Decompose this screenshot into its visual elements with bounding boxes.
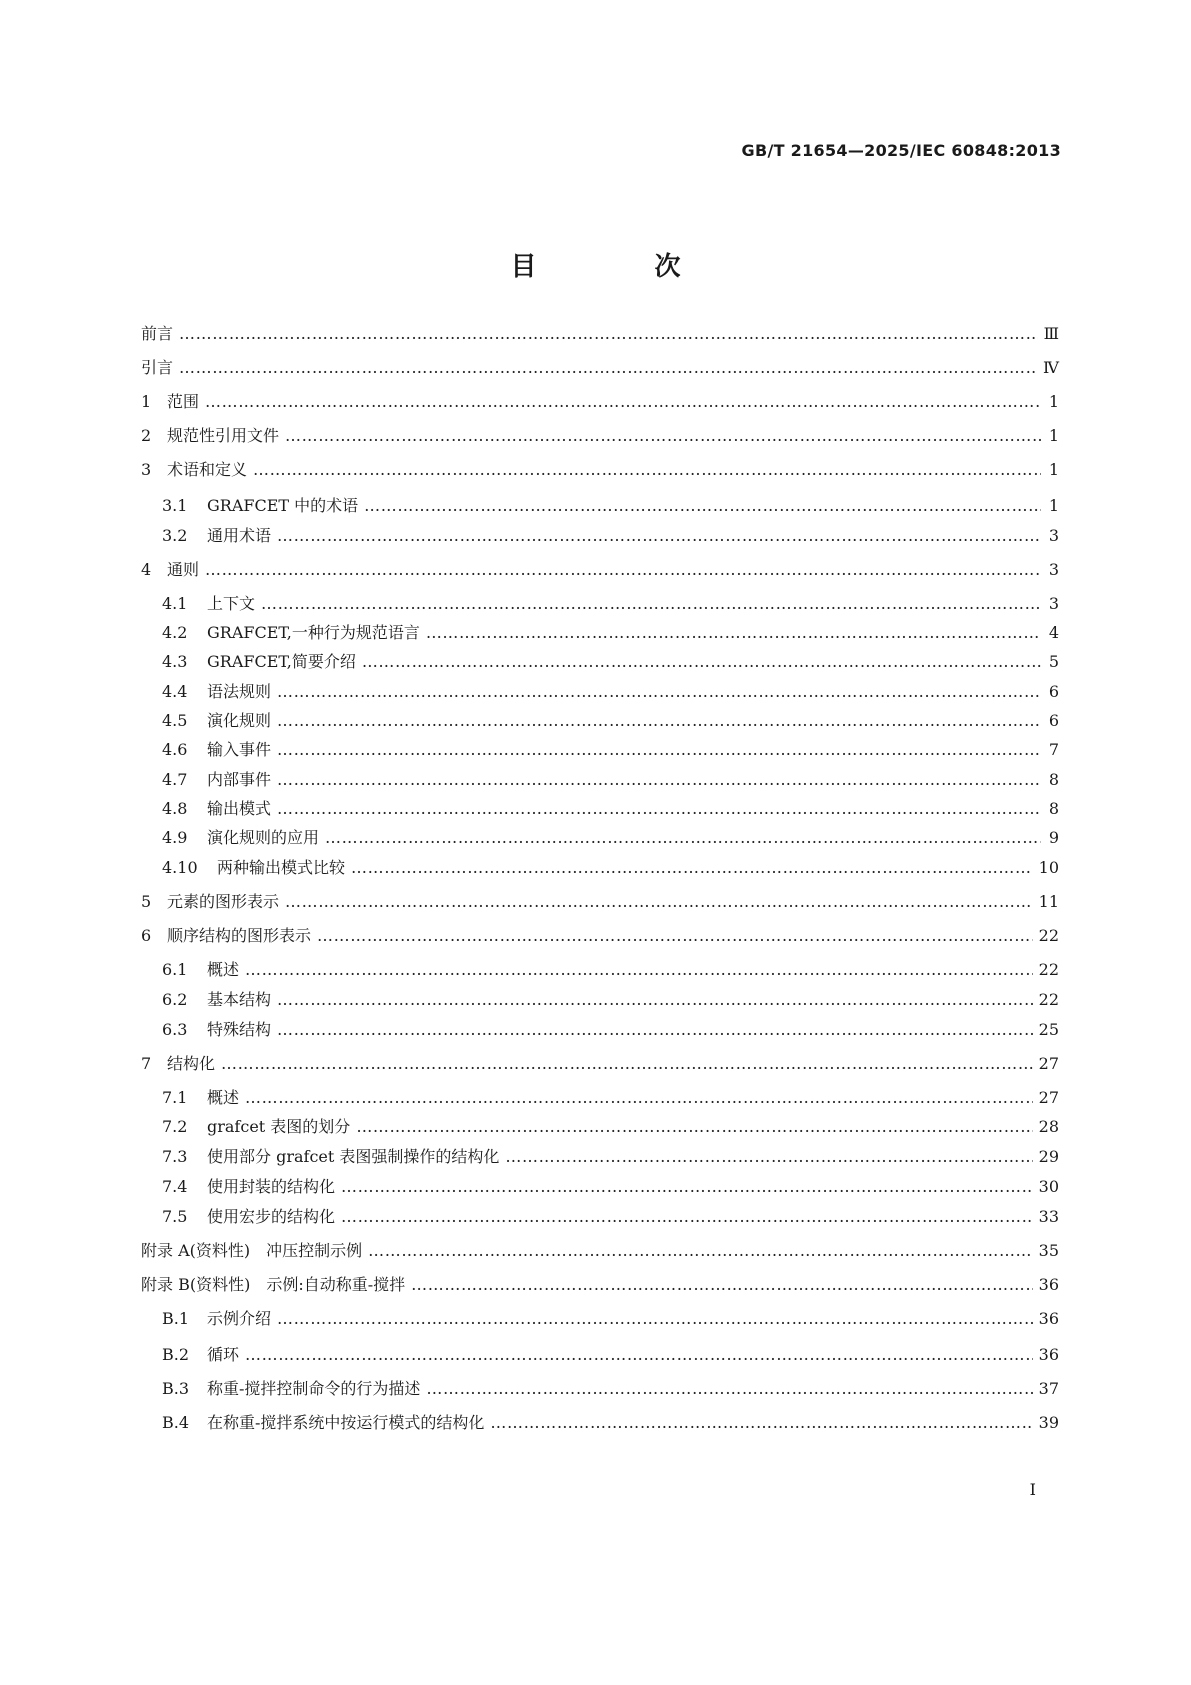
toc-leader-dots [364, 494, 1041, 518]
toc-entry[interactable] [0, 1273, 1191, 1297]
toc-entry-number: 4.3 [162, 652, 188, 671]
toc-entry-number: 7.3 [162, 1147, 188, 1166]
toc-entry-page: 1 [1048, 392, 1059, 411]
toc-entry-number: 4.8 [162, 799, 188, 818]
toc-entry[interactable] [0, 797, 1191, 821]
toc-entry[interactable] [0, 768, 1191, 792]
toc-entry-label: 使用封装的结构化 [207, 1177, 336, 1196]
toc-entry[interactable] [0, 1115, 1191, 1139]
toc-entry-number: 4.10 [162, 858, 198, 877]
toc-entry-number: 4.1 [162, 594, 188, 613]
toc-leader-dots [261, 592, 1041, 616]
toc-leader-dots [351, 856, 1033, 880]
toc-entry[interactable] [0, 1052, 1191, 1076]
toc-entry-page: 30 [1038, 1177, 1059, 1196]
toc-entry-label: 两种输出模式比较 [217, 858, 346, 877]
toc-entry[interactable] [0, 458, 1191, 482]
toc-entry-label: 输出模式 [207, 799, 272, 818]
toc-entry-label: 使用宏步的结构化 [207, 1207, 336, 1226]
toc-leader-dots [426, 621, 1041, 645]
toc-entry[interactable] [0, 738, 1191, 762]
toc-entry-page: 36 [1038, 1275, 1059, 1294]
toc-entry-label: 演化规则 [207, 711, 272, 730]
toc-entry-page: 11 [1038, 892, 1059, 911]
toc-entry-page: 29 [1038, 1147, 1059, 1166]
toc-entry-page: 35 [1038, 1241, 1059, 1260]
toc-entry-label: 范围 [167, 392, 200, 411]
toc-entry-label: 通用术语 [207, 526, 272, 545]
toc-leader-dots [245, 958, 1033, 982]
toc-leader-dots [277, 988, 1033, 1012]
toc-entry-page: 3 [1048, 526, 1059, 545]
toc-entry[interactable] [0, 1377, 1191, 1401]
toc-leader-dots [277, 797, 1041, 821]
toc-entry-number: 6.1 [162, 960, 188, 979]
toc-entry-label: 概述 [207, 960, 240, 979]
toc-entry[interactable] [0, 856, 1191, 880]
toc-entry-number: 7.2 [162, 1117, 188, 1136]
toc-entry-number: 4.6 [162, 740, 188, 759]
toc-entry[interactable] [0, 1307, 1191, 1331]
page-title: 目 次 [510, 252, 727, 282]
standard-code: GB/T 21654—2025/IEC 60848:2013 [741, 141, 1061, 160]
toc-entry-number: 2 [141, 426, 152, 445]
toc-leader-dots [426, 1377, 1032, 1401]
toc-entry-number: 7.4 [162, 1177, 188, 1196]
toc-entry-label: GRAFCET,简要介绍 [207, 652, 356, 671]
toc-entry-label: GRAFCET 中的术语 [207, 496, 359, 515]
toc-entry-number: B.2 [162, 1345, 190, 1364]
toc-entry-label: grafcet 表图的划分 [207, 1117, 351, 1136]
toc-leader-dots [505, 1145, 1032, 1169]
toc-entry[interactable] [0, 356, 1191, 380]
toc-entry[interactable] [0, 1343, 1191, 1367]
toc-entry-label: 元素的图形表示 [167, 892, 280, 911]
toc-entry[interactable] [0, 1411, 1191, 1435]
toc-entry-label: 循环 [207, 1345, 240, 1364]
toc-leader-dots [411, 1273, 1033, 1297]
toc-entry-number: 4.4 [162, 682, 188, 701]
toc-entry[interactable] [0, 1086, 1191, 1110]
toc-leader-dots [325, 826, 1041, 850]
toc-entry-page: 7 [1048, 740, 1059, 759]
toc-leader-dots [221, 1052, 1033, 1076]
toc-entry-number: 6 [141, 926, 152, 945]
toc-leader-dots [356, 1115, 1032, 1139]
toc-entry-page: 33 [1038, 1207, 1059, 1226]
toc-entry[interactable] [0, 988, 1191, 1012]
toc-entry[interactable] [0, 826, 1191, 850]
toc-entry[interactable] [0, 1145, 1191, 1169]
toc-entry[interactable] [0, 322, 1191, 346]
toc-entry-page: 22 [1038, 926, 1059, 945]
toc-entry[interactable] [0, 424, 1191, 448]
toc-entry-page: 3 [1048, 560, 1059, 579]
toc-entry-label: 上下文 [207, 594, 256, 613]
toc-entry-page: 6 [1048, 711, 1059, 730]
toc-leader-dots [277, 1307, 1033, 1331]
toc-entry[interactable] [0, 621, 1191, 645]
toc-entry[interactable] [0, 592, 1191, 616]
toc-entry-page: 22 [1038, 960, 1059, 979]
toc-leader-dots [245, 1343, 1033, 1367]
toc-entry-number: 3 [141, 460, 152, 479]
toc-entry-page: 3 [1048, 594, 1059, 613]
toc-leader-dots [253, 458, 1041, 482]
toc-entry-label: 附录 A(资料性) 冲压控制示例 [141, 1241, 363, 1260]
toc-leader-dots [179, 322, 1038, 346]
toc-leader-dots [285, 890, 1033, 914]
toc-entry-page: 36 [1038, 1345, 1059, 1364]
toc-entry-label: 输入事件 [207, 740, 272, 759]
toc-entry-number: 4.9 [162, 828, 188, 847]
toc-entry-number: B.3 [162, 1379, 190, 1398]
toc-entry-page: 27 [1038, 1088, 1059, 1107]
toc-entry-page: 37 [1038, 1379, 1059, 1398]
toc-entry-number: 7 [141, 1054, 152, 1073]
toc-leader-dots [277, 738, 1041, 762]
toc-entry-label: 特殊结构 [207, 1020, 272, 1039]
toc-entry-label: 概述 [207, 1088, 240, 1107]
toc-entry-page: 39 [1038, 1413, 1059, 1432]
toc-entry-label: 引言 [141, 358, 174, 377]
toc-entry-page: 8 [1048, 799, 1059, 818]
toc-entry-number: 7.5 [162, 1207, 188, 1226]
toc-entry[interactable] [0, 558, 1191, 582]
toc-entry-number: 5 [141, 892, 152, 911]
toc-entry-label: 前言 [141, 324, 174, 343]
toc-entry-number: 4.7 [162, 770, 188, 789]
toc-entry[interactable] [0, 890, 1191, 914]
toc-entry-label: 附录 B(资料性) 示例:自动称重-搅拌 [141, 1275, 406, 1294]
toc-entry-label: 内部事件 [207, 770, 272, 789]
toc-entry-page: 9 [1048, 828, 1059, 847]
toc-entry[interactable] [0, 1205, 1191, 1229]
toc-entry-label: 称重-搅拌控制命令的行为描述 [207, 1379, 421, 1398]
toc-leader-dots [277, 709, 1041, 733]
toc-leader-dots [362, 650, 1041, 674]
toc-entry-number: 4.2 [162, 623, 188, 642]
toc-entry[interactable] [0, 1175, 1191, 1199]
toc-entry-label: 结构化 [167, 1054, 216, 1073]
toc-entry-page: 22 [1038, 990, 1059, 1009]
toc-leader-dots [277, 1018, 1033, 1042]
toc-entry-page: 1 [1048, 496, 1059, 515]
toc-leader-dots [341, 1175, 1033, 1199]
page-number: I [1029, 1480, 1036, 1499]
toc-leader-dots [277, 768, 1041, 792]
toc-entry-number: B.4 [162, 1413, 190, 1432]
toc-entry-page: 36 [1038, 1309, 1059, 1328]
toc-entry-number: 4.5 [162, 711, 188, 730]
toc-entry-label: 术语和定义 [167, 460, 248, 479]
toc-leader-dots [490, 1411, 1032, 1435]
toc-entry-page: 10 [1038, 858, 1059, 877]
toc-entry-page: 28 [1038, 1117, 1059, 1136]
toc-entry-number: 3.1 [162, 496, 188, 515]
toc-entry-label: 在称重-搅拌系统中按运行模式的结构化 [207, 1413, 485, 1432]
toc-leader-dots [277, 680, 1041, 704]
toc-entry-label: 语法规则 [207, 682, 272, 701]
toc-leader-dots [205, 390, 1041, 414]
toc-leader-dots [341, 1205, 1033, 1229]
toc-entry-number: 3.2 [162, 526, 188, 545]
toc-entry-label: 使用部分 grafcet 表图强制操作的结构化 [207, 1147, 500, 1166]
toc-leader-dots [368, 1239, 1033, 1263]
toc-entry-page: Ⅳ [1043, 358, 1059, 377]
toc-entry[interactable] [0, 709, 1191, 733]
toc-entry[interactable] [0, 924, 1191, 948]
toc-entry-page: Ⅲ [1043, 324, 1059, 343]
toc-entry[interactable] [0, 650, 1191, 674]
toc-entry-number: 6.2 [162, 990, 188, 1009]
toc-entry-label: GRAFCET,一种行为规范语言 [207, 623, 420, 642]
toc-entry-label: 通则 [167, 560, 200, 579]
toc-entry-label: 规范性引用文件 [167, 426, 280, 445]
toc-entry-page: 27 [1038, 1054, 1059, 1073]
toc-entry-page: 8 [1048, 770, 1059, 789]
toc-entry-number: 4 [141, 560, 152, 579]
toc-entry-label: 示例介绍 [207, 1309, 272, 1328]
toc-leader-dots [245, 1086, 1033, 1110]
toc-entry-page: 1 [1048, 426, 1059, 445]
toc-entry-number: B.1 [162, 1309, 190, 1328]
toc-entry-page: 6 [1048, 682, 1059, 701]
toc-entry-page: 4 [1048, 623, 1059, 642]
toc-leader-dots [205, 558, 1041, 582]
toc-entry-label: 基本结构 [207, 990, 272, 1009]
toc-entry[interactable] [0, 1018, 1191, 1042]
toc-leader-dots [179, 356, 1037, 380]
toc-entry-number: 1 [141, 392, 152, 411]
toc-leader-dots [285, 424, 1041, 448]
toc-leader-dots [277, 524, 1041, 548]
toc-entry-page: 1 [1048, 460, 1059, 479]
toc-entry[interactable] [0, 680, 1191, 704]
toc-entry-page: 25 [1038, 1020, 1059, 1039]
toc-entry-label: 演化规则的应用 [207, 828, 320, 847]
toc-entry[interactable] [0, 1239, 1191, 1263]
toc-entry[interactable] [0, 390, 1191, 414]
toc-entry[interactable] [0, 524, 1191, 548]
toc-entry[interactable] [0, 958, 1191, 982]
toc-entry[interactable] [0, 494, 1191, 518]
toc-entry-page: 5 [1048, 652, 1059, 671]
toc-entry-number: 6.3 [162, 1020, 188, 1039]
toc-entry-label: 顺序结构的图形表示 [167, 926, 312, 945]
toc-leader-dots [317, 924, 1033, 948]
toc-entry-number: 7.1 [162, 1088, 188, 1107]
